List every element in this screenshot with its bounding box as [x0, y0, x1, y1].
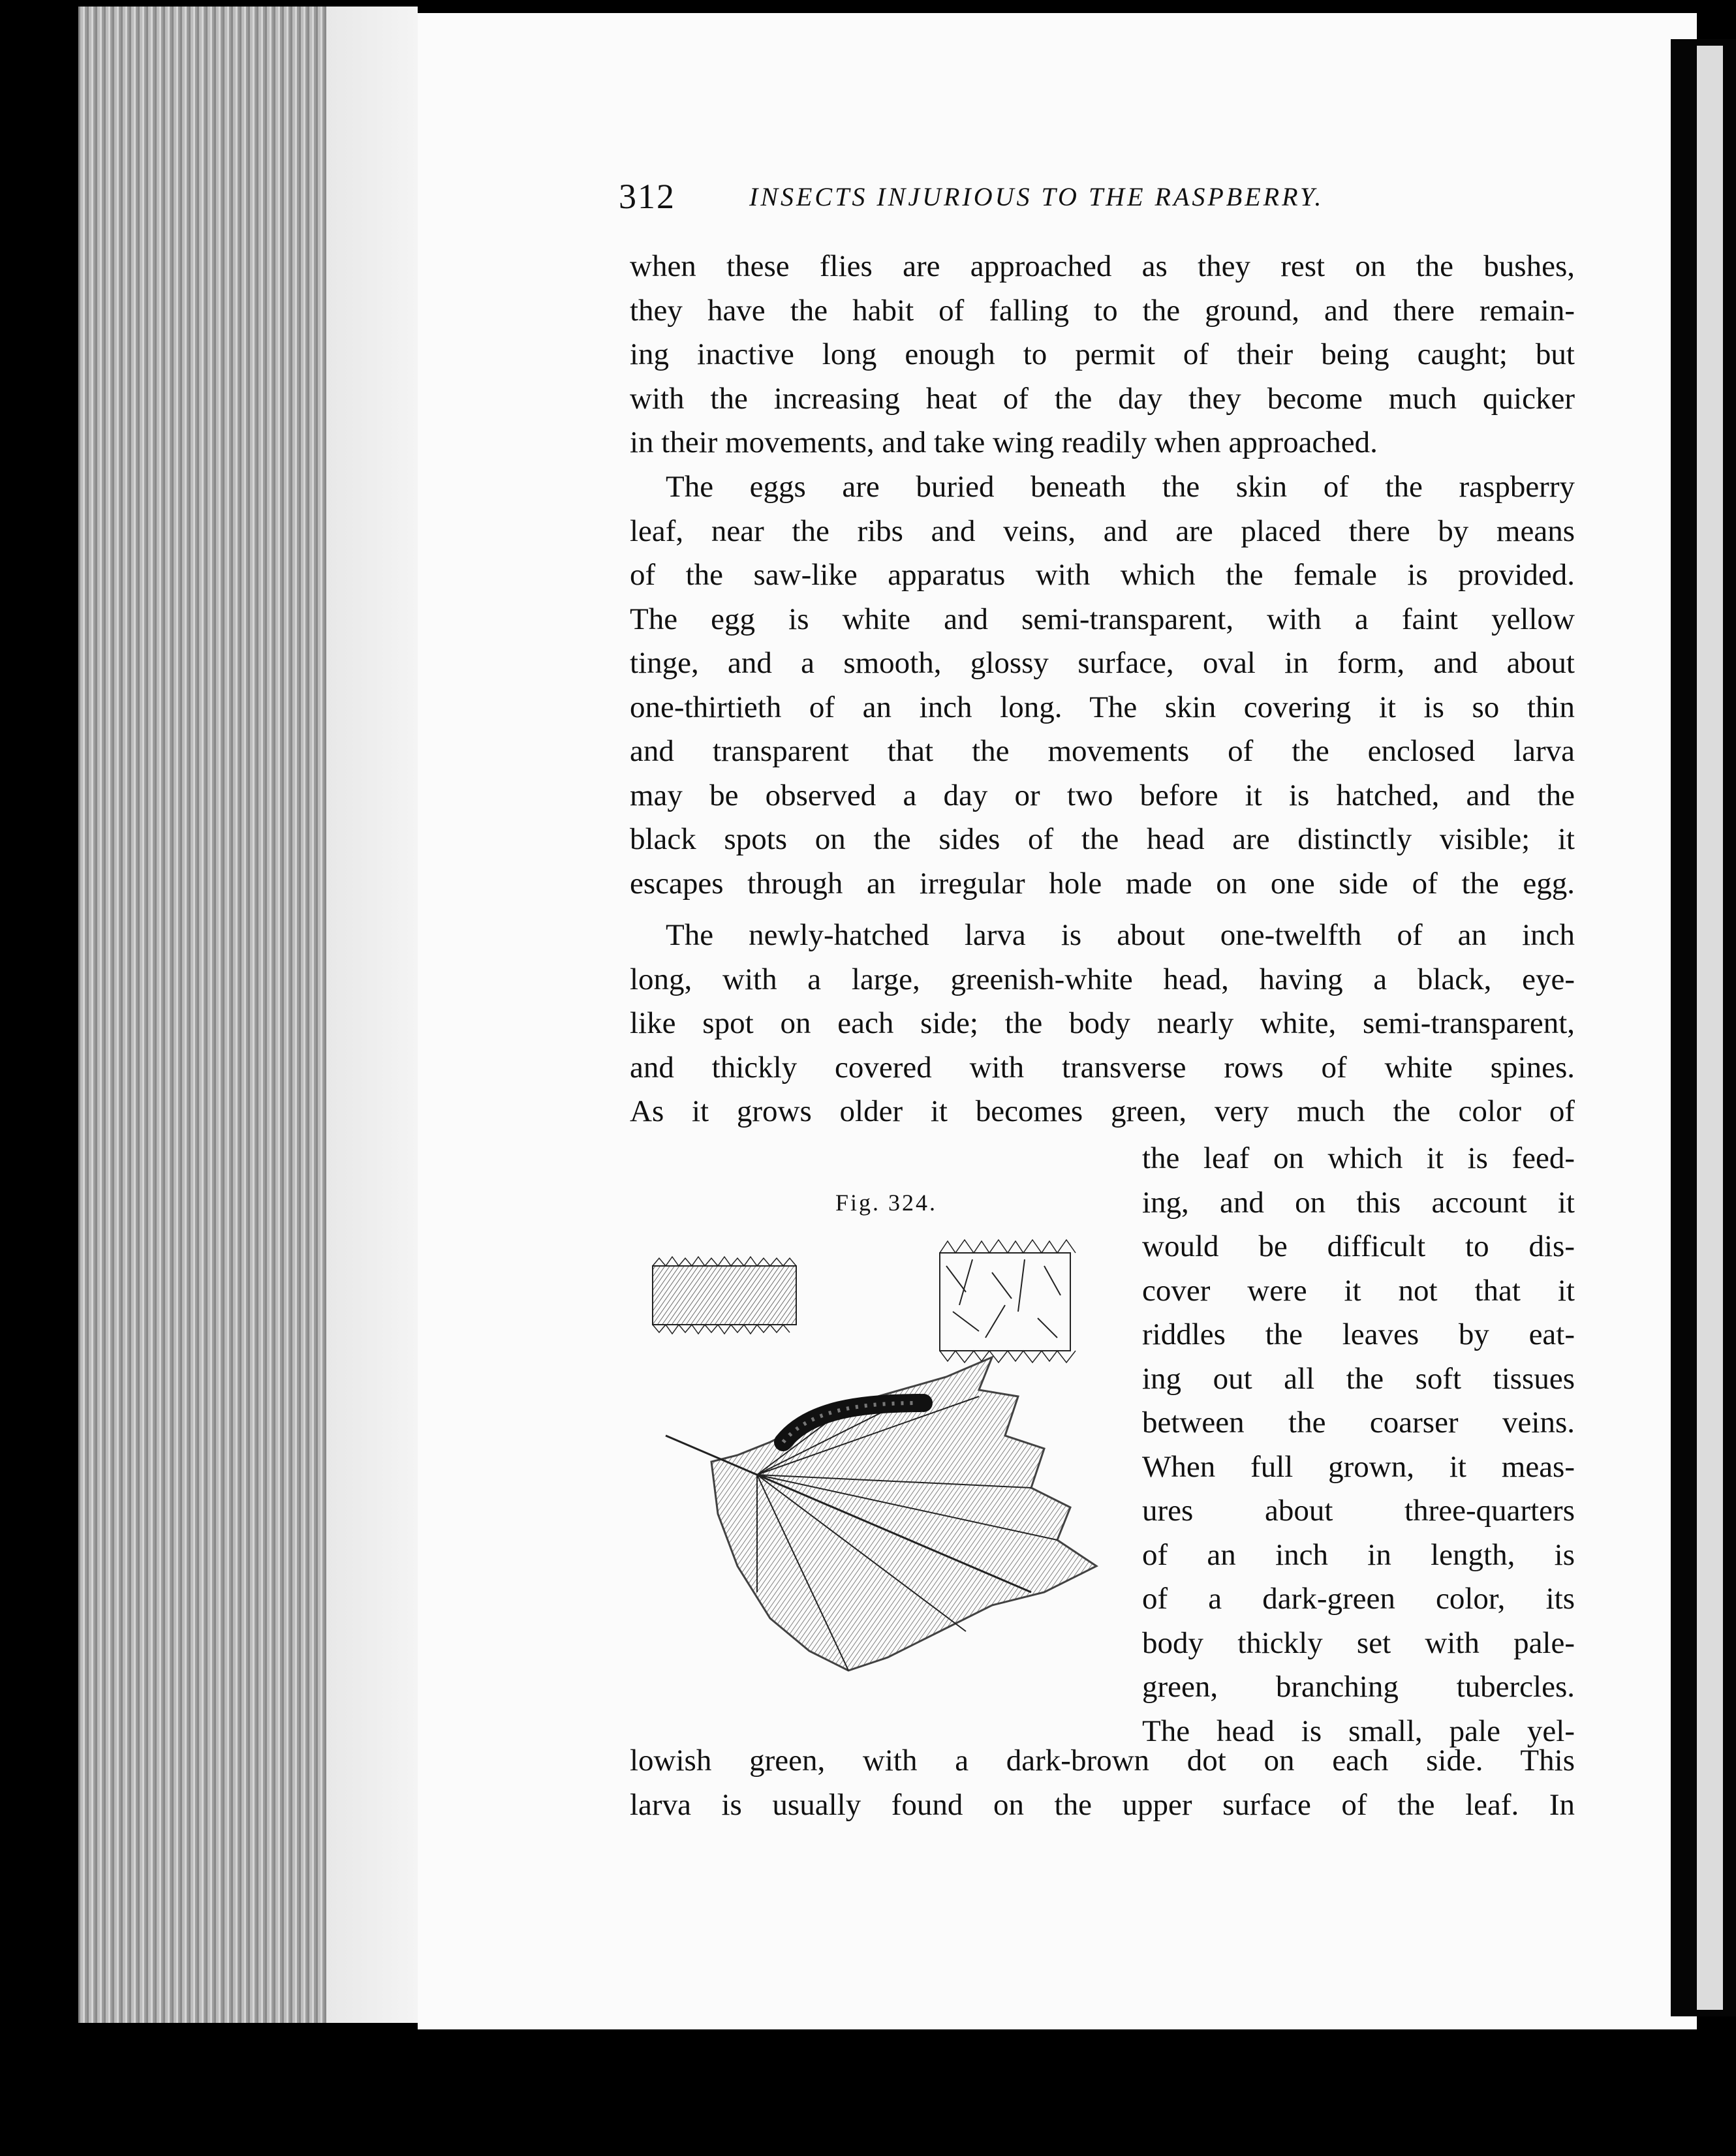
facing-page-edge [1697, 46, 1723, 2010]
paragraph-2 [630, 465, 1575, 906]
paragraph-3-top [630, 914, 1575, 1134]
text-line: ures about three-quarters [1142, 1494, 1575, 1528]
running-head [619, 176, 1572, 222]
text-line: The newly-hatched larva is about one-twelfth of an inch [666, 918, 1575, 952]
text-line: when these flies are approached as they rest on the bushes, [630, 249, 1575, 283]
text-line: green, branching tubercles. [1142, 1670, 1575, 1704]
book-inner-edge [326, 7, 418, 2023]
figure-caption: Fig. 324. [835, 1190, 938, 1216]
larva-segment-right [940, 1240, 1076, 1363]
text-line: between the coarser veins. [1142, 1406, 1575, 1440]
text-line: riddles the leaves by eat- [1142, 1317, 1575, 1351]
text-line: As it grows older it becomes green, very much the color of [630, 1094, 1575, 1128]
text-line: tinge, and a smooth, glossy surface, oval in form, and about [630, 646, 1575, 680]
text-line: black spots on the sides of the head are distinctly visible; it [630, 822, 1575, 856]
text-line: The head is small, pale yel- [1142, 1714, 1575, 1748]
text-line: body thickly set with pale- [1142, 1625, 1575, 1660]
page-number: 312 [619, 177, 675, 216]
text-line: long, with a large, greenish-white head, having a black, eye- [630, 962, 1575, 996]
paragraph-3-bottom [630, 1739, 1575, 1827]
text-line: with the increasing heat of the day they become much quicker [630, 381, 1575, 416]
text-line: The egg is white and semi-transparent, with a faint yellow [630, 602, 1575, 636]
text-line: one-thirtieth of an inch long. The skin covering it is so thin [630, 690, 1575, 724]
text-line: of the saw-like apparatus with which the female is provided. [630, 558, 1575, 592]
text-line: they have the habit of falling to the ground, and there remain- [630, 293, 1575, 328]
larva-segment-left [653, 1257, 796, 1334]
raspberry-leaf-with-larva-illustration [640, 1227, 1136, 1736]
text-line: larva is usually found on the upper surface of the leaf. In [630, 1787, 1575, 1822]
text-line: like spot on each side; the body nearly white, semi-transparent, [630, 1006, 1575, 1040]
text-line: The eggs are buried beneath the skin of the raspberry [666, 470, 1575, 504]
text-line: cover were it not that it [1142, 1273, 1575, 1308]
text-line: ing out all the soft tissues [1142, 1361, 1575, 1396]
text-line: and thickly covered with transverse rows of white spines. [630, 1050, 1575, 1085]
text-line: and transparent that the movements of the enclosed larva [630, 734, 1575, 768]
text-line: escapes through an irregular hole made on one side of the egg. [630, 866, 1575, 901]
text-line: the leaf on which it is feed- [1142, 1141, 1575, 1175]
text-line: of a dark-green color, its [1142, 1582, 1575, 1616]
text-line: leaf, near the ribs and veins, and are placed there by means [630, 514, 1575, 548]
text-line: of an inch in length, is [1142, 1537, 1575, 1572]
text-line: ing inactive long enough to permit of their being caught; but [630, 337, 1575, 371]
text-line: may be observed a day or two before it is hatched, and the [630, 778, 1575, 812]
paragraph-1 [630, 245, 1575, 465]
paragraph-3-beside-figure [1142, 1137, 1575, 1753]
text-line: would be difficult to dis- [1142, 1229, 1575, 1263]
text-line: in their movements, and take wing readily when approached. [630, 425, 1378, 459]
text-line: ing, and on this account it [1142, 1185, 1575, 1220]
running-title: INSECTS INJURIOUS TO THE RASPBERRY. [749, 182, 1324, 211]
text-line: When full grown, it meas- [1142, 1449, 1575, 1484]
text-line: lowish green, with a dark-brown dot on each side. This [630, 1744, 1575, 1778]
